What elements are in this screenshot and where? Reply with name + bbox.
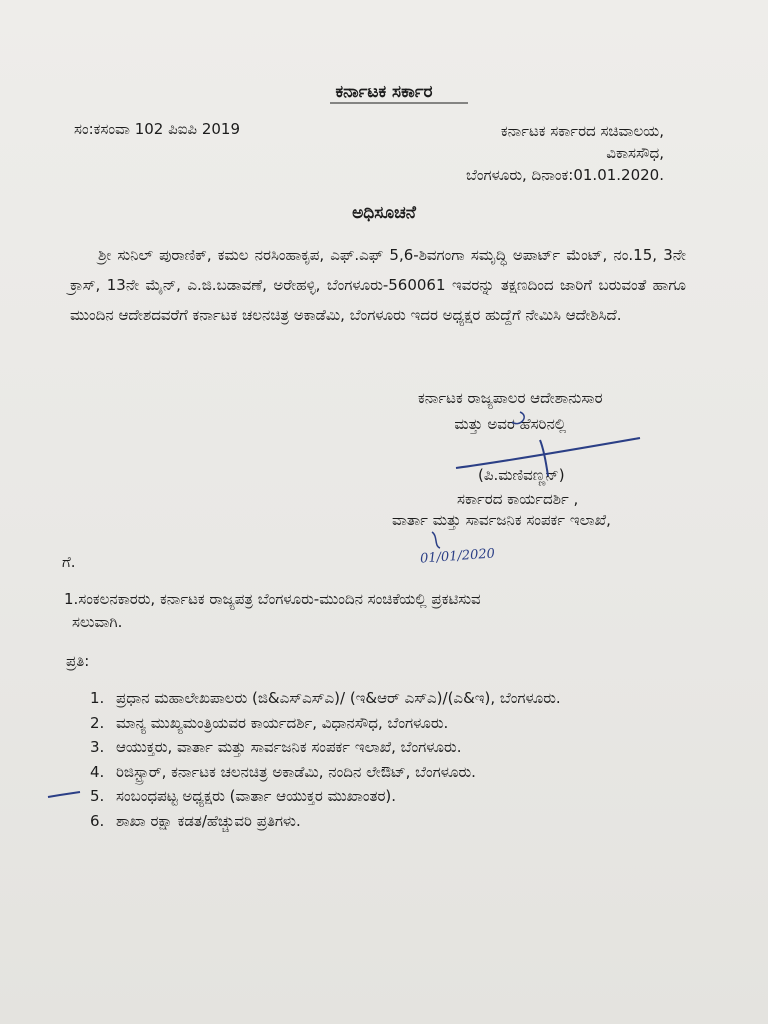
notification-heading: ಅಧಿಸೂಚನೆ [352, 203, 416, 223]
publication-line-2: ಸಲುವಾಗಿ. [72, 613, 123, 631]
authority-line-2: ಮತ್ತು ಅವರ ಹೆಸರಿನಲ್ಲಿ [454, 415, 567, 433]
list-text: ರಿಜಿಸ್ಟ್ರಾರ್, ಕರ್ನಾಟಕ ಚಲನಚಿತ್ರ ಅಕಾಡೆಮಿ, ನಂದಿನ ಲೇಔಟ್, ಬೆಂಗಳೂರು. [116, 762, 476, 781]
signature-stroke [456, 438, 640, 468]
publication-line-1: 1.ಸಂಕಲನಕಾರರು, ಕರ್ನಾಟಕ ರಾಜ್ಯಪತ್ರ ಬೆಂಗಳೂರು-ಮುಂದಿನ ಸಂಚಿಕೆಯಲ್ಲಿ ಪ್ರಕಟಿಸುವ [64, 590, 481, 608]
tick-mark [48, 792, 80, 797]
list-number: 4. [90, 762, 105, 781]
signatory-name: (ಪಿ.ಮಣಿವಣ್ಣನ್) [478, 466, 565, 484]
copy-label: ಪ್ರತಿ: [66, 652, 90, 670]
handwritten-date: 01/01/2020 [419, 546, 496, 567]
list-number: 2. [90, 713, 105, 732]
list-number: 3. [90, 738, 105, 756]
to-label: ಗೆ. [62, 553, 76, 571]
government-title: ಕರ್ನಾಟಕ ಸರ್ಕಾರ [335, 82, 433, 102]
signatory-designation: ಸರ್ಕಾರದ ಕಾರ್ಯದರ್ಶಿ , [457, 490, 579, 508]
list-text: ಮಾನ್ಯ ಮುಖ್ಯಮಂತ್ರಿಯವರ ಕಾರ್ಯದರ್ಶಿ, ವಿಧಾನಸೌಧ, ಬೆಂಗಳೂರು. [116, 713, 449, 732]
list-text: ಆಯುಕ್ತರು, ವಾರ್ತಾ ಮತ್ತು ಸಾರ್ವಜನಿಕ ಸಂಪರ್ಕ ಇಲಾಖೆ, ಬೆಂಗಳೂರು. [116, 738, 462, 756]
list-text: ಪ್ರಧಾನ ಮಹಾಲೇಖಪಾಲರು (ಜಿ&ಎಸ್ಎಸ್ಎ)/ (ಇ&ಆರ್ ಎಸ್ಎ)/(ಎ&ಇ), ಬೆಂಗಳೂರು. [116, 689, 561, 707]
office-line: ಕರ್ನಾಟಕ ಸರ್ಕಾರದ ಸಚಿವಾಲಯ, [500, 122, 664, 140]
list-number: 1. [90, 689, 105, 707]
notification-text: ಶ್ರೀ ಸುನಿಲ್ ಪುರಾಣಿಕ್, ಕಮಲ ನರಸಿಂಹಾಕೃಪ, ಎಫ್.ಎಫ್ 5,6-ಶಿವಗಂಗಾ ಸಮೃದ್ಧಿ ಅಪಾರ್ಟ್ ಮೆಂಟ್, ನಂ.15, 3ನೇ ಕ್ರಾಸ್, 13ನೇ ಮೈನ್, ಎ.ಜಿ.ಬಡಾವಣೆ, ಅರೇಹಳ್ಳಿ, ಬೆಂಗಳೂರು-560061 ಇವರನ್ನು ತಕ್ಷಣದಿಂದ ಜಾರಿಗೆ ಬರುವಂತೆ ಹಾಗೂ ಮುಂದಿನ ಆದೇಶದವರೆಗೆ ಕರ್ನಾಟಕ ಚಲನಚಿತ್ರ ಅಕಾಡೆಮಿ, ಬೆಂಗಳೂರು ಇದರ ಅಧ್ಯಕ್ಷರ ಹುದ್ದೆಗೆ ನೇಮಿಸಿ ಆದೇಶಿಸಿದೆ. [70, 246, 686, 324]
reference-number: ಸಂ:ಕಸಂವಾ 102 ಪಿಐಪಿ 2019 [74, 120, 240, 138]
office-line: ವಿಕಾಸಸೌಧ, [606, 144, 664, 162]
signature-tick [540, 440, 548, 476]
signatory-department: ವಾರ್ತಾ ಮತ್ತು ಸಾರ್ವಜನಿಕ ಸಂಪರ್ಕ ಇಲಾಖೆ, [392, 511, 611, 529]
initial-mark [432, 532, 440, 548]
list-number: 5. [90, 787, 105, 805]
list-text: ಸಂಬಂಧಪಟ್ಟ ಅಧ್ಯಕ್ಷರು (ವಾರ್ತಾ ಆಯುಕ್ತರ ಮುಖಾಂತರ). [116, 787, 397, 805]
authority-line-1: ಕರ್ನಾಟಕ ರಾಜ್ಯಪಾಲರ ಆದೇಶಾನುಸಾರ [418, 389, 603, 407]
list-text: ಶಾಖಾ ರಕ್ಷಾ ಕಡತ/ಹೆಚ್ಚುವರಿ ಪ್ರತಿಗಳು. [116, 811, 301, 830]
signature-loop [512, 412, 524, 424]
list-number: 6. [90, 811, 105, 830]
office-date-line: ಬೆಂಗಳೂರು, ದಿನಾಂಕ:01.01.2020. [466, 166, 664, 184]
